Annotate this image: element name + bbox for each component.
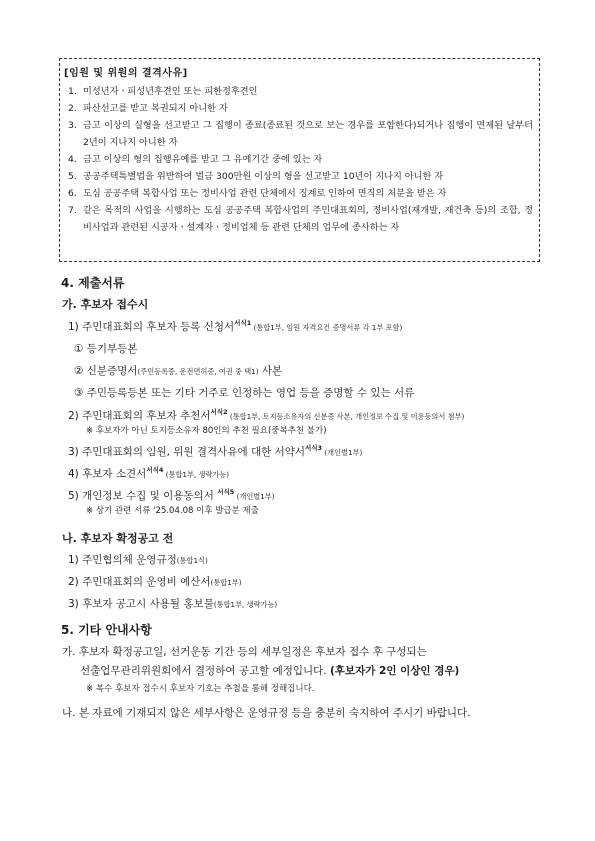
box-title: [임원 및 위원의 결격사유] xyxy=(64,68,188,79)
notice-a-text: 선출업무관리위원회에서 결정하여 공고할 예정입니다. xyxy=(80,665,330,677)
subsection-a-heading: 가. 후보자 접수시 xyxy=(62,298,149,311)
form-ref: 서식3 xyxy=(305,444,323,452)
doc-item-1 xyxy=(68,318,402,334)
item-number: 6. xyxy=(68,188,77,199)
form-ref: 서식1 xyxy=(234,319,252,327)
item-text: 미성년자ㆍ피성년후견인 또는 피한정후견인 xyxy=(83,86,258,97)
doc-item-note: (통합1부, 임원 자격요건 증명서류 각 1부 포함) xyxy=(251,323,403,332)
form-ref: 서식5 xyxy=(217,488,235,496)
section-5-heading: 5. 기타 안내사항 xyxy=(61,623,152,637)
doc-item-text: 4) 후보자 소견서 xyxy=(68,468,147,480)
list-item xyxy=(68,83,533,100)
item-number: 5. xyxy=(68,171,77,182)
item-text: 공공주택특별법을 위반하여 벌금 300만원 이상의 형을 선고받고 10년이 지나지 아니한 자 xyxy=(83,171,444,182)
doc-item-4 xyxy=(68,465,229,481)
item-number: 3. xyxy=(68,120,77,131)
doc-item-text: 5) 개인정보 수집 및 이용동의서 xyxy=(68,490,218,502)
list-item xyxy=(68,151,533,168)
notice-a-condition: (후보자가 2인 이상인 경우) xyxy=(329,665,460,677)
doc-item-2-note: ※ 후보자가 아닌 토지등소유자 80인의 추천 필요(중복추천 불가) xyxy=(86,426,327,436)
doc-item-note: (개인별1부) xyxy=(234,492,275,501)
doc-item-text: 2) 주민대표회의 후보자 추천서 xyxy=(68,410,211,422)
notice-b: 나. 본 자료에 기재되지 않은 세부사항은 운영규정 등을 충분히 숙지하여 주시기 바랍니다. xyxy=(62,707,471,719)
sub-item-3: ③ 주민등록등본 또는 기타 거주로 인정하는 영업 등을 증명할 수 있는 서류 xyxy=(74,387,415,399)
doc-item-note: (개인별1부) xyxy=(322,448,363,457)
form-ref: 서식2 xyxy=(210,408,228,416)
section-4-heading: 4. 제출서류 xyxy=(61,276,125,290)
doc-item-note: (통합1부, 토지등소유자의 신분증 사본, 개인정보 수집 및 이용동의서 첨부) xyxy=(227,412,465,421)
doc-item-text: 3) 후보자 공고시 사용될 홍보물 xyxy=(68,598,214,610)
sub-item-text-end: 사본 xyxy=(258,365,283,377)
doc-item-b3 xyxy=(68,596,277,611)
doc-item-5-note: ※ 상기 관련 서류 '25.04.08 이후 발급분 제출 xyxy=(86,506,259,516)
doc-item-text: 1) 주민협의체 운영규정 xyxy=(68,554,177,566)
list-item xyxy=(68,168,533,185)
doc-item-note: (통합1부, 생략가능) xyxy=(163,470,230,479)
doc-item-3 xyxy=(68,443,362,459)
sub-item-2 xyxy=(74,363,282,378)
disqualification-list xyxy=(68,83,533,236)
doc-item-2 xyxy=(68,407,464,423)
item-number: 7. xyxy=(68,205,77,216)
disqualification-box xyxy=(59,58,540,262)
item-text: 금고 이상의 실형을 선고받고 그 집행이 종료(종료된 것으로 보는 경우를 포함한다)되거나 집행이 면제된 날부터 2년이 지나지 아니한 자 xyxy=(83,120,533,148)
item-text: 도심 공공주택 복합사업 또는 정비사업 관련 단체에서 징계로 인하여 면직의 처분을 받은 자 xyxy=(83,188,447,199)
notice-a-line2 xyxy=(80,663,459,678)
sub-item-text: ② 신분증명서 xyxy=(74,365,138,377)
notice-a-note: ※ 복수 후보자 접수시 후보자 기호는 추첨을 통해 정해집니다. xyxy=(86,684,315,694)
doc-item-text: 2) 주민대표회의 운영비 예산서 xyxy=(68,576,211,588)
list-item xyxy=(68,185,533,202)
list-item xyxy=(68,117,533,151)
item-number: 1. xyxy=(68,86,77,97)
doc-item-text: 3) 주민대표회의 임원, 위원 결격사유에 대한 서약서 xyxy=(68,446,305,458)
sub-item-note: (주민등록증, 운전면허증, 여권 중 택1) xyxy=(137,367,259,376)
list-item xyxy=(68,202,533,236)
doc-item-b2 xyxy=(68,574,242,589)
item-number: 2. xyxy=(68,103,77,114)
item-text: 금고 이상의 형의 집행유예를 받고 그 유예기간 중에 있는 자 xyxy=(83,154,323,165)
item-text: 파산선고를 받고 복권되지 아니한 자 xyxy=(83,103,228,114)
doc-item-note: (통합1식) xyxy=(176,556,208,565)
doc-item-note: (통합1부, 생략가능) xyxy=(213,600,278,609)
doc-item-b1 xyxy=(68,552,208,567)
notice-a-line1: 가. 후보자 확정공고일, 선거운동 기간 등의 세부일정은 후보자 접수 후 구성되는 xyxy=(62,646,427,658)
doc-item-5 xyxy=(68,487,275,503)
subsection-b-heading: 나. 후보자 확정공고 전 xyxy=(62,532,174,545)
doc-item-text: 1) 주민대표회의 후보자 등록 신청서 xyxy=(68,321,235,333)
sub-item-1: ① 등기부등본 xyxy=(74,343,138,355)
item-number: 4. xyxy=(68,154,77,165)
form-ref: 서식4 xyxy=(146,466,164,474)
item-text: 같은 목적의 사업을 시행하는 도심 공공주택 복합사업의 주민대표회의, 정비사업(재개발, 재건축 등)의 조합, 정비사업과 관련된 시공자ㆍ설계자ㆍ정비업체 등 관련 단체의 업무에 종사하는 자 xyxy=(83,205,533,233)
list-item xyxy=(68,100,533,117)
doc-item-note: (통합1부) xyxy=(210,578,242,587)
